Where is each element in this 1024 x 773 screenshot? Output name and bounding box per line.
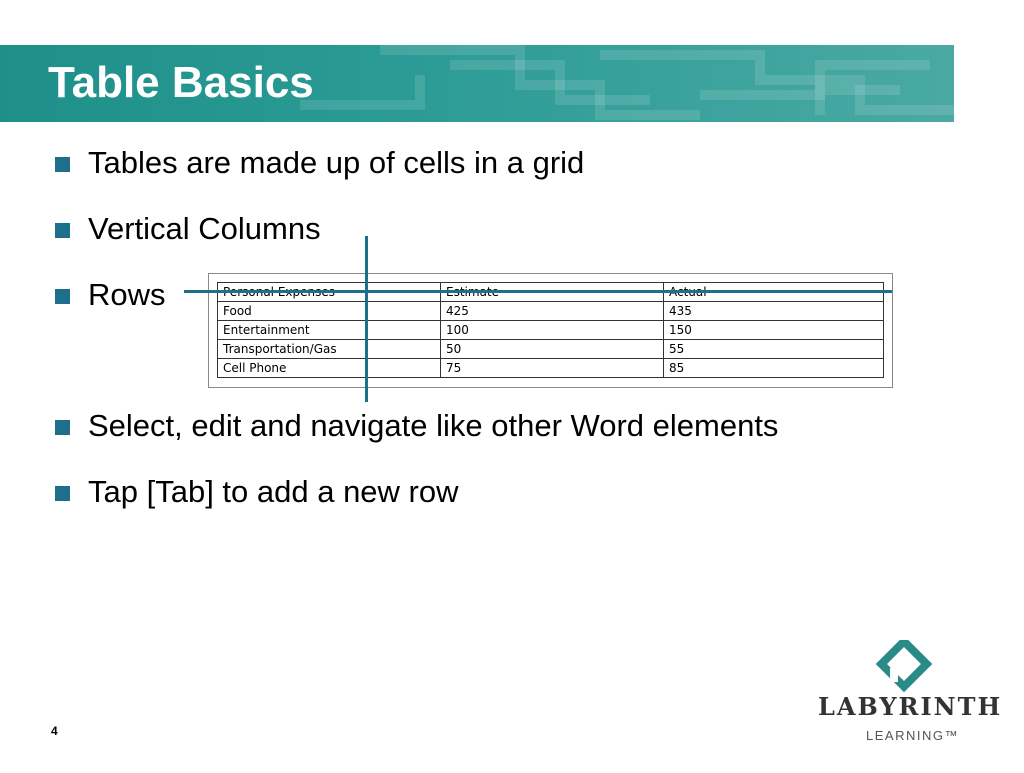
table-cell: 150	[664, 321, 884, 340]
bullet-text: Rows	[88, 277, 166, 312]
logo-subtitle: LEARNING™	[866, 728, 959, 743]
table-cell: Food	[218, 302, 441, 321]
table-cell: 425	[441, 302, 664, 321]
bullet-text: Tables are made up of cells in a grid	[88, 145, 585, 180]
square-bullet-icon	[55, 223, 70, 238]
table-cell: Transportation/Gas	[218, 340, 441, 359]
table-cell: 55	[664, 340, 884, 359]
table-cell: Cell Phone	[218, 359, 441, 378]
square-bullet-icon	[55, 157, 70, 172]
table-cell: 435	[664, 302, 884, 321]
bullet-text: Vertical Columns	[88, 211, 321, 246]
table-row	[218, 359, 884, 378]
table-cell: 50	[441, 340, 664, 359]
row-callout-line	[184, 290, 892, 293]
table-cell: Entertainment	[218, 321, 441, 340]
table-row	[218, 321, 884, 340]
slide-title: Table Basics	[48, 58, 314, 107]
square-bullet-icon	[55, 289, 70, 304]
bullet-text: Tap [Tab] to add a new row	[88, 474, 459, 509]
square-bullet-icon	[55, 486, 70, 501]
column-callout-line	[365, 236, 368, 402]
table-row	[218, 340, 884, 359]
bullet-text: Select, edit and navigate like other Word elements	[88, 408, 779, 443]
table-cell: 85	[664, 359, 884, 378]
table-row	[218, 302, 884, 321]
table-cell: 100	[441, 321, 664, 340]
square-bullet-icon	[55, 420, 70, 435]
page-number: 4	[51, 724, 58, 738]
expenses-table	[217, 282, 884, 378]
table-cell: 75	[441, 359, 664, 378]
logo-wordmark: LABYRINTH	[818, 692, 1003, 721]
